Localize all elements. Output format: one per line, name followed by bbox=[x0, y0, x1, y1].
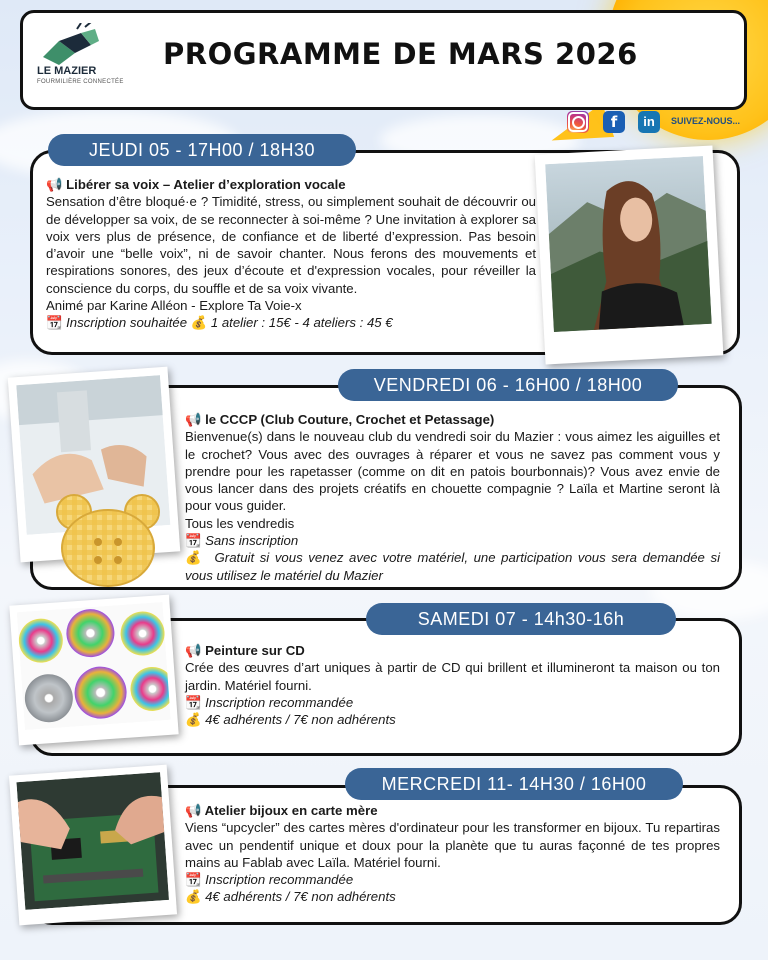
event-registration-3: Inscription recommandée bbox=[205, 694, 354, 710]
logo-name: LE MAZIER bbox=[37, 65, 97, 77]
money-bag-icon: 💰 bbox=[185, 889, 202, 905]
event-text-1 bbox=[46, 176, 536, 332]
event-title-3: Peinture sur CD bbox=[205, 643, 305, 658]
event-date-4: MERCREDI 11- 14H30 / 16H00 bbox=[345, 768, 683, 800]
photo-singer bbox=[535, 145, 724, 364]
money-bag-icon: 💰 bbox=[185, 712, 202, 728]
event-host-1: Animé par Karine Alléon - Explore Ta Voie-x bbox=[46, 298, 302, 314]
header-banner bbox=[20, 10, 747, 110]
calendar-icon: 📆 bbox=[46, 315, 63, 331]
event-description-4: Viens “upcycler” des cartes mères d'ordinateur pour les transformer en bijoux. Tu repartiras avec un pendentif unique et doux pour la planète que tu auras façonné de tes propres mains au Fablab avec Laïla. Matériel fourni. bbox=[185, 820, 720, 870]
calendar-icon: 📆 bbox=[185, 533, 202, 549]
linkedin-icon[interactable]: in bbox=[638, 111, 660, 133]
megaphone-icon: 📢 bbox=[185, 412, 202, 427]
event-price-4: 4€ adhérents / 7€ non adhérents bbox=[205, 889, 396, 905]
event-title-2: le CCCP (Club Couture, Crochet et Petassage) bbox=[205, 412, 495, 427]
event-description-2: Bienvenue(s) dans le nouveau club du vendredi soir du Mazier : vous aimez les aiguilles et le crochet? Vous avec des ouvrages à réparer et vous ne savez pas comment vous y prendre pour les rapetasser (comme on dit en patois bourbonnais)? Vous avez envie de vous lancer dans des projets créatifs en chouette compagnie ? Laïla et Martine seront là pour vous guider. bbox=[185, 429, 720, 514]
event-description-3: Crée des œuvres d’art uniques à partir de CD qui brillent et illumineront ta maison ou ton jardin. Matériel fourni. bbox=[185, 660, 720, 693]
event-registration-2: Sans inscription bbox=[205, 533, 299, 549]
logo-subtitle: FOURMILIÈRE CONNECTÉE bbox=[37, 79, 124, 85]
page-title: PROGRAMME DE MARS 2026 bbox=[163, 37, 638, 71]
bear-button-illustration bbox=[52, 490, 164, 590]
photo-painted-cds bbox=[9, 595, 178, 746]
event-date-2: VENDREDI 06 - 16H00 / 18H00 bbox=[338, 369, 678, 401]
event-price-2: Gratuit si vous venez avec votre matériel, une participation vous sera demandée si vous utilisez le matériel du Mazier bbox=[185, 550, 721, 583]
event-description-1: Sensation d’être bloqué·e ? Timidité, stress, ou simplement souhait de découvrir ou de développer sa voix, de se reconnecter à soi-même ? Une invitation à explorer sa voix vers plus de présence, de confiance et de liberté d’expression. Pas besoin d’avoir une “belle voix”, ni de savoir chanter. Nous ferons des mouvements et respirations sonores, des jeux d’écoute et d'expression vocales, pour réveiller la conscience du corps, du souffle et de sa voix vivante. bbox=[46, 194, 536, 296]
event-text-2 bbox=[185, 411, 720, 584]
megaphone-icon: 📢 bbox=[46, 177, 63, 192]
event-title-1: Libérer sa voix – Atelier d’exploration vocale bbox=[66, 177, 346, 192]
event-registration-4: Inscription recommandée bbox=[205, 872, 354, 888]
photo-motherboard bbox=[9, 765, 177, 926]
instagram-icon[interactable] bbox=[567, 111, 589, 133]
event-date-3: SAMEDI 07 - 14h30-16h bbox=[366, 603, 676, 635]
money-bag-icon: 💰 bbox=[185, 550, 204, 566]
event-registration-1: Inscription souhaitée bbox=[66, 315, 188, 331]
event-text-3 bbox=[185, 642, 720, 728]
event-title-4: Atelier bijoux en carte mère bbox=[204, 803, 378, 818]
follow-label[interactable]: SUIVEZ-NOUS... bbox=[671, 116, 741, 126]
event-price-1: 1 atelier : 15€ - 4 ateliers : 45 € bbox=[210, 315, 393, 331]
megaphone-icon: 📢 bbox=[185, 803, 202, 818]
event-price-3: 4€ adhérents / 7€ non adhérents bbox=[205, 712, 396, 728]
calendar-icon: 📆 bbox=[185, 694, 202, 710]
event-date-1: JEUDI 05 - 17H00 / 18H30 bbox=[48, 134, 356, 166]
calendar-icon: 📆 bbox=[185, 872, 202, 888]
megaphone-icon: 📢 bbox=[185, 643, 202, 658]
money-bag-icon: 💰 bbox=[190, 315, 208, 331]
event-recurrence-2: Tous les vendredis bbox=[185, 515, 295, 531]
facebook-icon[interactable]: f bbox=[603, 111, 625, 133]
event-text-4 bbox=[185, 802, 720, 906]
